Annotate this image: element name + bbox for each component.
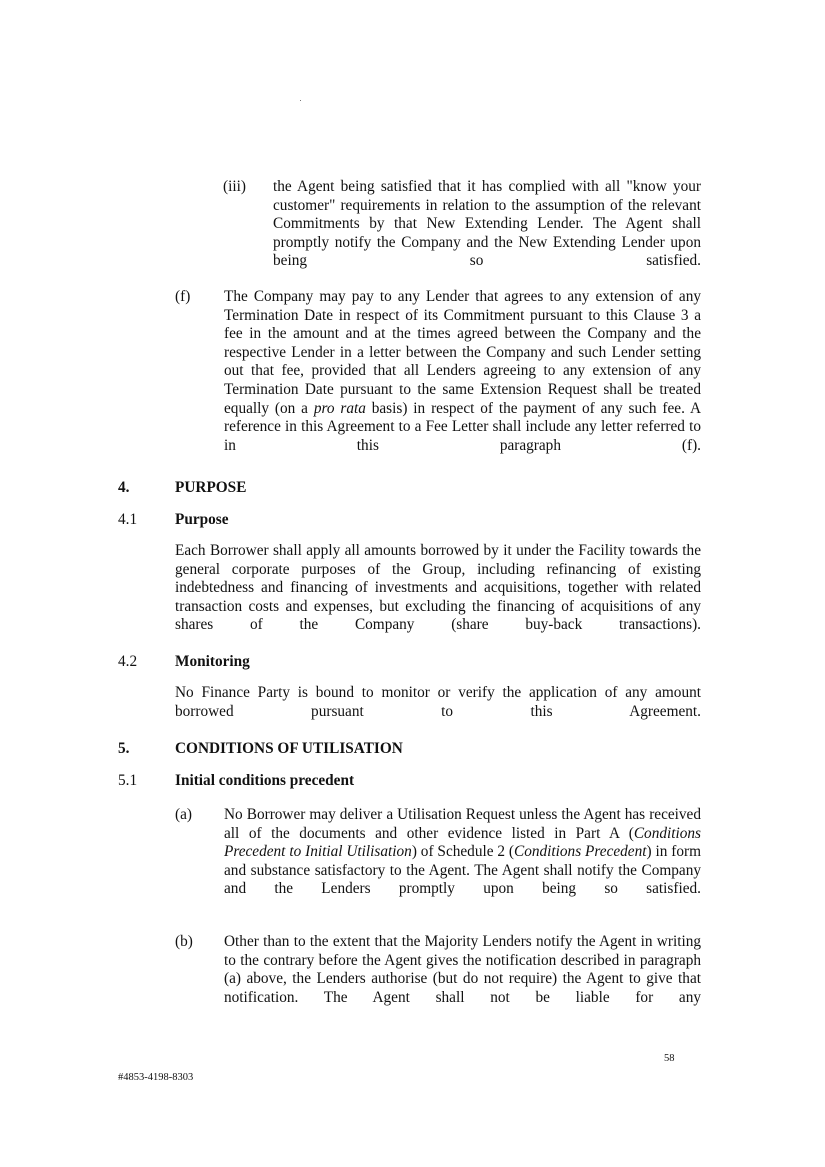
item-f-text-2: basis) in respect of the payment of any such fee. A reference in this Agreement to a Fee Letter shall include any letter referred to in this paragraph (f).	[224, 399, 701, 454]
para-a-italic-2: Conditions Precedent	[514, 843, 647, 861]
para-a-italic-1: Conditions Precedent to Initial Utilisation	[224, 824, 701, 861]
section-4-number: 4.	[118, 479, 130, 496]
item-f-italic: pro rata	[313, 399, 366, 417]
para-a-text-1: No Borrower may deliver a Utilisation Request unless the Agent has received all of the documents and other evidence listed in Part A (	[224, 806, 701, 842]
item-f-label: (f)	[175, 288, 191, 305]
item-iii-label: (iii)	[223, 178, 246, 195]
para-a-text-3: ) in form and substance satisfactory to the Agent. The Agent shall notify the Company and the Lenders promptly upon being so satisfied.	[224, 843, 701, 898]
clause-4-2-text: No Finance Party is bound to monitor or verify the application of any amount borrowed pursuant to this Agreement.	[175, 684, 701, 720]
para-a-text	[224, 806, 701, 918]
item-f-text	[224, 288, 701, 474]
clause-4-2-number: 4.2	[118, 653, 138, 670]
para-b-text: Other than to the extent that the Majority Lenders notify the Agent in writing to the contrary before the Agent gives the notification described in paragraph (a) above, the Lenders authorise (but do not require) the Agent to give that notification. The Agent shall not be liable for any	[224, 933, 701, 1006]
para-a-label: (a)	[175, 806, 192, 823]
document-id: #4853-4198-8303	[118, 1072, 194, 1083]
para-a-text-2: ) of Schedule 2 (	[411, 843, 515, 861]
para-b-label: (b)	[175, 933, 193, 950]
section-5-title: CONDITIONS OF UTILISATION	[175, 740, 403, 757]
item-f-text-1: The Company may pay to any Lender that agrees to any extension of any Termination Date in respect of its Commitment pursuant to this Clause 3 a fee in the amount and at the times agreed between the Company and the respective Lender in a letter between the Company and such Lender setting out that fee, provided that all Lenders agreeing to any extension of any Termination Date pursuant to the same Extension Request shall be treated equally (on a	[224, 288, 701, 417]
clause-4-2-title: Monitoring	[175, 653, 250, 670]
clause-4-1-text: Each Borrower shall apply all amounts borrowed by it under the Facility towards the general corporate purposes of the Group, including refinancing of existing indebtedness and financing of investments and acquisitions, together with related transaction costs and expenses, but excluding the financing of acquisitions of any shares of the Company (share buy-back transactions).	[175, 542, 701, 634]
section-5-number: 5.	[118, 740, 130, 757]
section-4-title: PURPOSE	[175, 479, 247, 496]
scan-speck	[300, 100, 301, 101]
clause-5-1-title: Initial conditions precedent	[175, 772, 355, 789]
page-number: 58	[664, 1053, 675, 1064]
clause-4-1-title: Purpose	[175, 511, 229, 528]
clause-5-1-number: 5.1	[118, 772, 138, 789]
clause-4-1-number: 4.1	[118, 511, 138, 528]
item-iii-text: the Agent being satisfied that it has complied with all "know your customer" requirements in relation to the assumption of the relevant Commitments by that New Extending Lender. The Agent shall promptly notify the Company and the New Extending Lender upon being so satisfied.	[273, 178, 701, 270]
